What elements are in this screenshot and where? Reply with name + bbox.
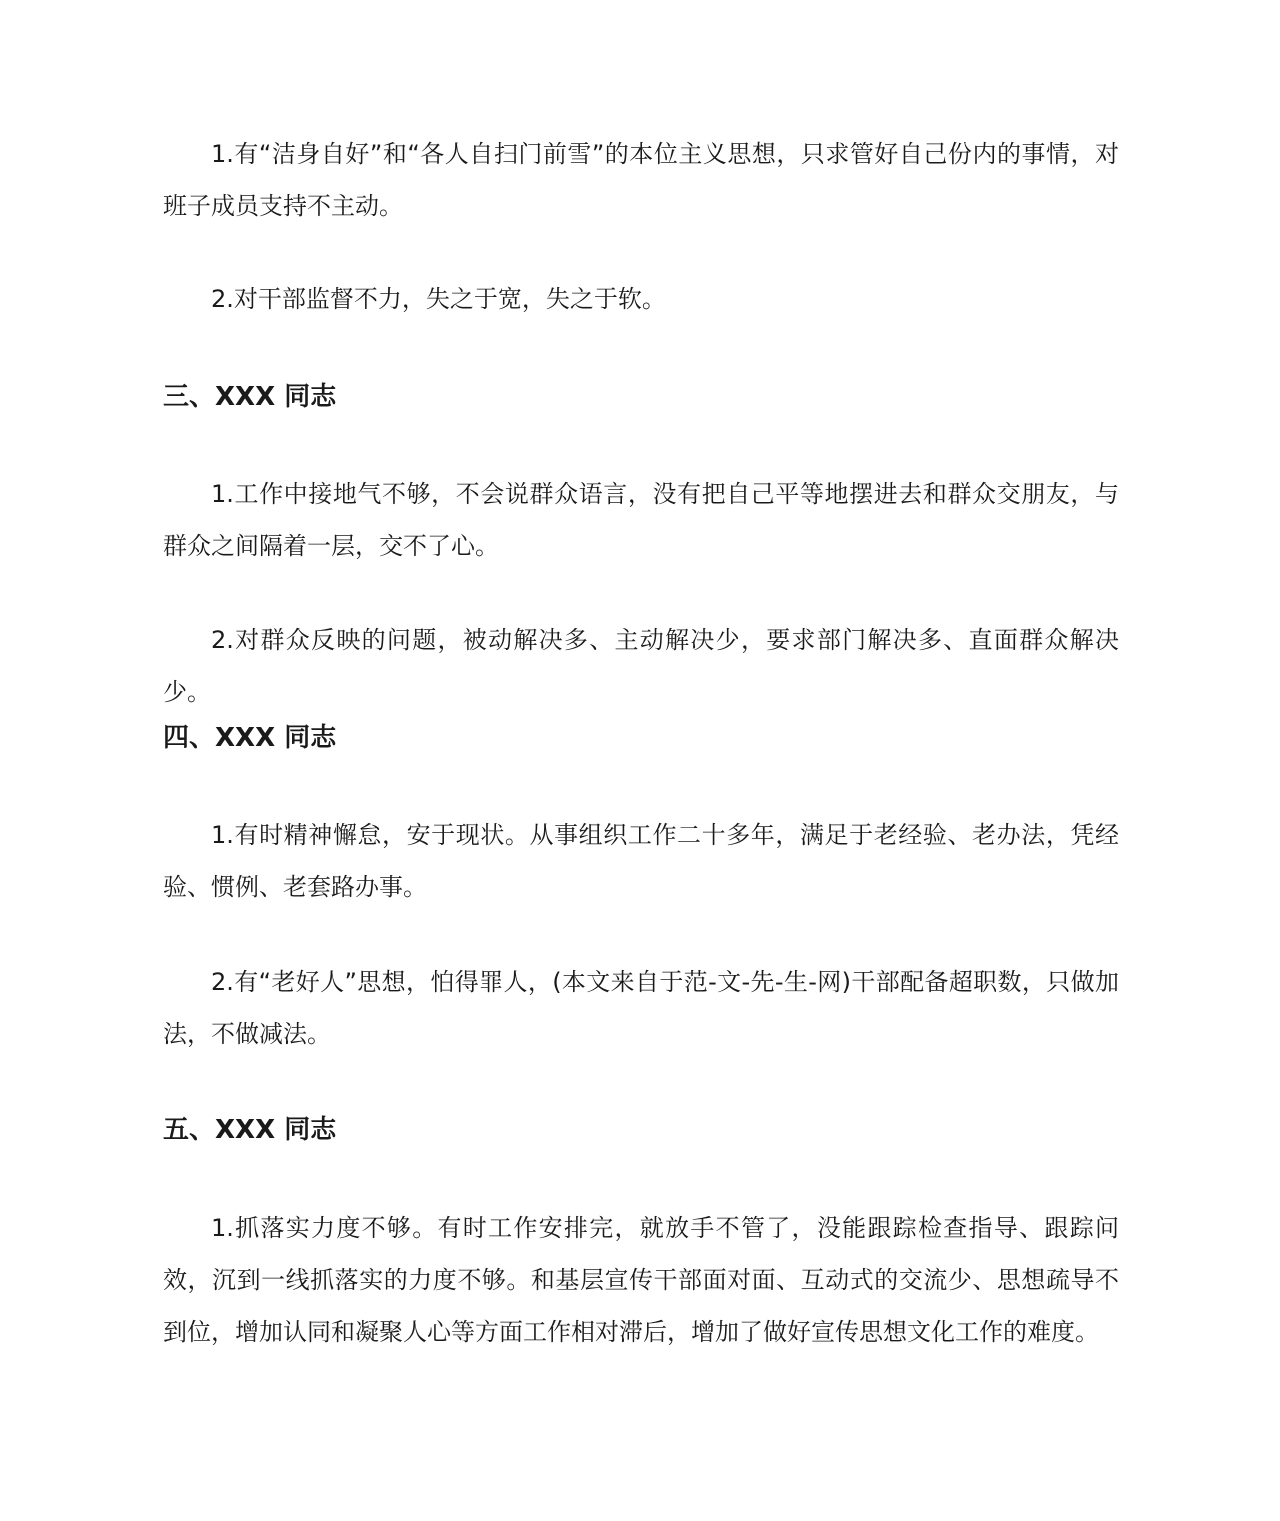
paragraph: 1.有时精神懈怠，安于现状。从事组织工作二十多年，满足于老经验、老办法，凭经验、惯例、老套路办事。 [163,821,1119,901]
section-heading-5: 五、XXX 同志 [163,1115,337,1145]
paragraph: 1.工作中接地气不够，不会说群众语言，没有把自己平等地摆进去和群众交朋友，与群众之间隔着一层，交不了心。 [163,480,1119,560]
paragraph: 1.有“洁身自好”和“各人自扫门前雪”的本位主义思想，只求管好自己份内的事情，对班子成员支持不主动。 [163,140,1119,220]
section-heading-3: 三、XXX 同志 [163,382,337,412]
paragraph: 2.对群众反映的问题，被动解决多、主动解决少，要求部门解决多、直面群众解决少。 [163,626,1119,706]
paragraph: 1.抓落实力度不够。有时工作安排完，就放手不管了，没能跟踪检查指导、跟踪问效，沉到一线抓落实的力度不够。和基层宣传干部面对面、互动式的交流少、思想疏导不到位，增加认同和凝聚人心等方面工作相对滞后，增加了做好宣传思想文化工作的难度。 [163,1214,1119,1346]
section-heading-4: 四、XXX 同志 [163,723,337,753]
paragraph: 2.有“老好人”思想，怕得罪人，(本文来自于范-文-先-生-网)干部配备超职数，只做加法，不做减法。 [163,968,1119,1048]
paragraph: 2.对干部监督不力，失之于宽，失之于软。 [211,285,666,313]
